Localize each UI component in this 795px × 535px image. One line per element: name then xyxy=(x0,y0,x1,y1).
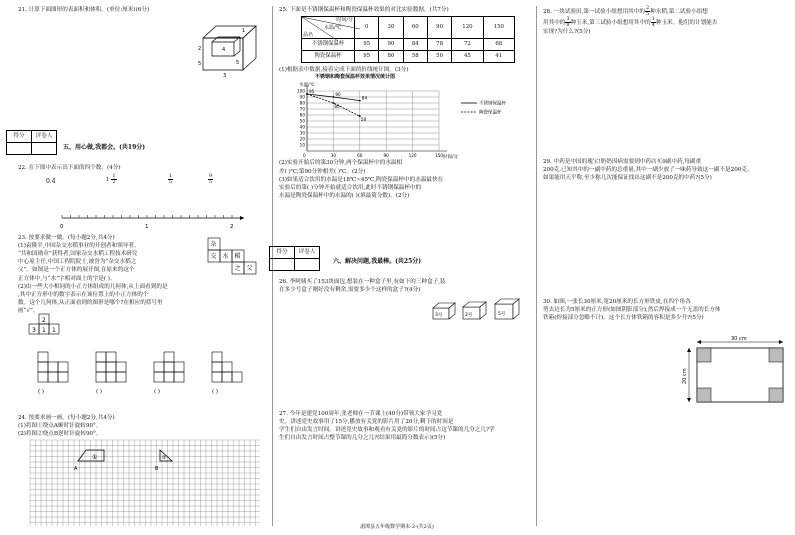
x-tick-label: 90 xyxy=(383,153,389,159)
net-face: 之 xyxy=(234,265,241,272)
q23-cube-net xyxy=(204,236,264,284)
q22-fraction-den: 5 xyxy=(169,179,173,185)
height-label: 20 cm xyxy=(682,368,688,384)
fraction-den: 4 xyxy=(651,22,655,28)
score-box xyxy=(6,130,57,155)
data-label: 95 xyxy=(309,89,315,95)
point-label: A xyxy=(74,466,78,472)
q21-dim-label: 2 xyxy=(198,46,202,52)
width-label: 30 cm xyxy=(731,336,747,342)
point-label: B xyxy=(155,466,159,472)
q26-line: 在多少号盒子刚好没有剩余,需要多少个这样的盒子?(4分) xyxy=(279,287,421,294)
question-21 xyxy=(18,6,266,79)
q21-dim-label: 5 xyxy=(236,60,240,66)
x-tick-label: 30 xyxy=(330,153,337,159)
q22-fraction-num: 1 xyxy=(112,173,116,179)
q27-line: 史。讲述党史故事用了15分,播放有关党的影片用了20分,剩下的时间是 xyxy=(279,419,454,426)
grader-cell[interactable] xyxy=(32,143,57,155)
chart-title: 不锈钢和陶瓷保温杯效果情况统计图 xyxy=(315,74,396,81)
table-cell: 50 xyxy=(427,51,451,63)
x-tick-label: 150 xyxy=(435,153,443,159)
q30-line: 30. 如图,一张长30厘米,宽20厘米的长方形铁皮,在四个角各 xyxy=(543,299,691,305)
q25-line: 水温是陶瓷保温杯中的水温的( )(填最简分数)。(2分) xyxy=(279,192,410,199)
table-cell: 78 xyxy=(427,39,451,51)
q22-fraction xyxy=(208,174,213,185)
net-face: 父 xyxy=(246,265,253,272)
table-cell: 95 xyxy=(355,51,379,63)
q29-line: 29. 中药是中国的瑰宝!奶奶因病需要到中药店买9副中药,每副重 xyxy=(543,159,702,165)
time-header: 60 xyxy=(403,17,427,39)
question-22 xyxy=(18,164,266,230)
q26-line: 26. 李阿姨买了153块面包,想装在一种盒子里,有如下的三种盒子,装 xyxy=(279,279,446,285)
q24-line: 24. 按要求画一画。(每小题2分,共4分) xyxy=(18,415,115,421)
shape-label: ① xyxy=(92,454,98,461)
question-30 xyxy=(543,298,795,384)
q21-solid-figure xyxy=(198,20,268,78)
header-temp: 水温/℃ xyxy=(324,25,342,32)
page-footer: 湄潭县五年级数学期末-2-(共2页) xyxy=(360,524,434,530)
x-axis-label: 时间/分 xyxy=(443,155,459,161)
score-box-header: 得分 xyxy=(270,247,295,259)
top-view-count: 1 xyxy=(52,327,56,334)
question-27 xyxy=(279,410,529,442)
q21-dim-label: 4 xyxy=(222,47,226,53)
answer-bracket[interactable]: ( ) xyxy=(212,389,219,395)
table-cell: 72 xyxy=(452,39,483,51)
q25-line: 实验后的第( )分钟开始就适合饮用,此时不锈钢保温杯中的 xyxy=(279,184,422,191)
fraction-den: 5 xyxy=(645,11,650,17)
q23-line: ,其中正方形中的数字表示在该位置上的小正方体的个 xyxy=(18,291,149,298)
q23-line: 数。这个几何体,从正面看到的图形是哪个?在相应的括号里 xyxy=(18,299,163,306)
q30-line: 剪去边长为5厘米的正方形(如图阴影部分),然后焊接成一个无盖的长方体 xyxy=(543,307,721,314)
question-26 xyxy=(279,278,529,318)
net-face: 杂 xyxy=(210,241,217,248)
q22-fraction-num: 1 xyxy=(169,173,173,179)
q27-line: 学生们自由发言时间。讲述党史故事和观看有关党的影片的时间占这节课的几分之几?学 xyxy=(279,427,495,434)
top-view-count: 3 xyxy=(32,327,36,334)
table-cell: 68 xyxy=(483,39,514,51)
q22-number-line[interactable] xyxy=(58,212,248,230)
answer-bracket[interactable]: ( ) xyxy=(154,389,161,395)
box-label: 2号 xyxy=(465,313,473,318)
section-5-title: 五、用心做,我都会。(共19分) xyxy=(63,144,146,151)
q25-line: 25. 下面是不锈钢保温杯和陶瓷保温杯效果的对比实验数据。(共7分) xyxy=(279,7,449,13)
legend-label: 陶瓷保温杯 xyxy=(479,110,502,116)
time-header: 0 xyxy=(355,17,379,39)
q24-line: (1)将图①绕点A顺时针旋转90°。 xyxy=(18,423,102,430)
table-cell: 41 xyxy=(483,51,514,63)
y-tick-label: 70 xyxy=(299,107,305,113)
q30-sheet-diagram xyxy=(683,336,793,408)
shape-label: ② xyxy=(162,455,167,461)
q22-fraction xyxy=(106,174,117,185)
table-cell: 84 xyxy=(403,39,427,51)
q23-line: (1)袁隆平,中国杂交水稻事业的开创者和领导者。 xyxy=(18,243,140,250)
data-label: 90 xyxy=(335,92,341,98)
y-tick-label: 40 xyxy=(299,125,305,131)
grader-cell[interactable] xyxy=(295,259,320,271)
data-point xyxy=(306,94,308,96)
q29-line: 如果能用天平称,至少称几次能保证找出这副不是200克的中药?(5分) xyxy=(543,175,712,182)
q23-line: 正方体中,与“水”字相对面上的字是( )。 xyxy=(18,275,116,282)
q28-text: 种玉米,第三试验小组想用其中的 xyxy=(570,20,651,26)
q25-line: (1)根据表中数据,接着完成下面的折线统计图。(3分) xyxy=(279,67,409,74)
q24-line: (2)将图②绕点B逆时针旋转90°。 xyxy=(18,431,102,438)
axis-label: 0 xyxy=(60,224,64,230)
q23-line: “共和国勋章”获得者,国家杂交水稻工程技术研究 xyxy=(18,251,138,258)
box-label: 3号 xyxy=(435,313,443,318)
score-box-header: 得分 xyxy=(7,131,32,143)
q25-data-table xyxy=(301,16,515,63)
x-tick-label: 60 xyxy=(357,153,363,159)
section-6-title: 六、解决问题,我最棒。(共25分) xyxy=(333,258,422,265)
row-name: 陶瓷保温杯 xyxy=(302,51,355,63)
box-label: 5号 xyxy=(498,312,506,317)
score-box-header: 评卷人 xyxy=(32,131,57,143)
q22-number: 0.4 xyxy=(46,178,56,185)
question-29 xyxy=(543,158,795,182)
q30-line: 铁箱(焊接部分忽略不计)。这个长方体铁箱的容积是多少升?(5分) xyxy=(543,315,704,322)
net-face: 水 xyxy=(222,253,229,260)
q21-dim-label: 3 xyxy=(223,73,227,79)
q22-fraction-den: 5 xyxy=(209,179,213,185)
legend-label: 不锈钢保温杯 xyxy=(479,101,506,107)
header-name: 品名 xyxy=(303,32,314,39)
q22-fraction-num: 9 xyxy=(209,173,213,179)
y-tick-label: 90 xyxy=(299,95,305,101)
y-tick-label: 100 xyxy=(297,89,305,95)
column-right xyxy=(536,6,795,526)
q27-line: 27. 今年是建党100周年,张老师在一节课上(40分)带领大家学习党 xyxy=(279,411,443,417)
table-cell: 90 xyxy=(379,39,403,51)
q21-text: 21. 计算下面图形的表面积和体积。(单位:厘米)(6分) xyxy=(18,7,150,13)
y-tick-label: 20 xyxy=(299,137,305,143)
top-view-count: 2 xyxy=(42,317,46,324)
y-tick-label: 60 xyxy=(299,113,305,119)
time-header: 120 xyxy=(452,17,483,39)
q25-line: 差( )℃;第90分钟相差( )℃。(2分) xyxy=(279,168,366,175)
fraction-num: 3 xyxy=(566,16,570,22)
q23-line: 父”。如图是一个正方体的展开图,在原来的这个 xyxy=(18,267,135,274)
q23-line: 23. 按要求做一做。(每小题2分,共4分) xyxy=(18,235,115,241)
y-tick-label: 80 xyxy=(299,101,305,107)
question-28 xyxy=(543,6,795,36)
q22-fraction-whole: 1 xyxy=(106,177,110,183)
data-label: 80 xyxy=(334,104,340,110)
q22-fraction-den: 2 xyxy=(112,179,116,185)
fraction-num: 2 xyxy=(645,5,650,11)
y-tick-label: 30 xyxy=(299,131,305,137)
q26-boxes xyxy=(429,298,529,324)
q28-text: 28. 一块试验田,第一试验小组想用其中的 xyxy=(543,9,645,15)
table-cell: 80 xyxy=(379,51,403,63)
q22-text: 22. 在下图中表示出下面的四个数。(4分) xyxy=(18,165,121,171)
q24-drawing-grid[interactable] xyxy=(30,440,262,526)
fraction-num: 1 xyxy=(651,16,655,22)
answer-bracket[interactable]: ( ) xyxy=(96,389,103,395)
q21-dim-label: 5 xyxy=(198,61,202,67)
question-24 xyxy=(18,414,266,472)
time-header: 150 xyxy=(483,17,514,39)
q28-text: 用其中的 xyxy=(543,20,566,26)
x-tick-label: 120 xyxy=(408,153,417,159)
q21-dim-label: 1 xyxy=(242,28,246,34)
q29-line: 200克,已知其中的一副中药的总重量,其中一副少放了一味药导致这一副不是200克。 xyxy=(543,167,753,174)
score-cell[interactable] xyxy=(270,259,295,271)
q23-line: 中心原主任,中国工程院院士,被誉为“杂交水稻之 xyxy=(18,259,137,266)
y-tick-label: 10 xyxy=(299,143,305,149)
axis-label: 1 xyxy=(145,224,149,230)
data-label: 84 xyxy=(361,96,368,102)
time-header: 90 xyxy=(427,17,451,39)
header-time: 时间/分 xyxy=(336,17,353,24)
q25-line-chart[interactable] xyxy=(279,81,519,159)
x-tick-label: 0 xyxy=(303,153,306,159)
q25-line: (3)如果适合饮用的水温是18℃~45℃,陶瓷保温杯中的水温最快在 xyxy=(279,176,444,183)
table-cell: 58 xyxy=(403,51,427,63)
q28-text: 种玉米。他们的计划能否 xyxy=(655,20,718,26)
table-cell: 95 xyxy=(355,39,379,51)
q28-line: 实现?为什么?(5分) xyxy=(543,29,591,35)
row-name: 不锈钢保温杯 xyxy=(302,39,355,51)
data-label: 58 xyxy=(360,117,367,123)
q23-front-view-options xyxy=(32,350,262,396)
q23-line: (2)由一些大小相同的小正方体组成的几何体,从上面看到的是 xyxy=(18,283,168,290)
y-axis-label: 水温/℃ xyxy=(299,83,315,89)
shape-1 xyxy=(78,450,104,461)
data-point xyxy=(359,100,361,102)
score-box xyxy=(269,246,320,271)
question-23 xyxy=(18,234,266,395)
axis-label: 2 xyxy=(230,224,234,230)
data-point xyxy=(333,97,335,99)
question-25 xyxy=(279,6,529,200)
q23-top-view xyxy=(26,312,60,342)
table-corner-cell xyxy=(302,17,355,39)
score-box-header: 评卷人 xyxy=(295,247,320,259)
q25-line: (2)实验开始后的第30分钟,两个保温杯中的水温相 xyxy=(279,160,403,167)
q27-line: 生们自由发言时间占整节课的几分之几?(结果用最简分数表示)(5分) xyxy=(279,435,446,442)
y-tick-label: 50 xyxy=(299,119,305,125)
q23-line: 画“√”。 xyxy=(18,307,39,314)
fraction-den: 8 xyxy=(566,22,570,28)
time-header: 30 xyxy=(379,17,403,39)
column-middle xyxy=(272,6,529,526)
q22-fraction xyxy=(168,174,173,185)
net-face: 稻 xyxy=(234,253,241,260)
q28-text: 种水稻,第二试验小组想 xyxy=(650,9,708,15)
score-cell[interactable] xyxy=(7,143,32,155)
table-cell: 45 xyxy=(452,51,483,63)
answer-bracket[interactable]: ( ) xyxy=(38,389,45,395)
top-view-count: 1 xyxy=(42,327,46,334)
net-face: 交 xyxy=(210,253,217,260)
